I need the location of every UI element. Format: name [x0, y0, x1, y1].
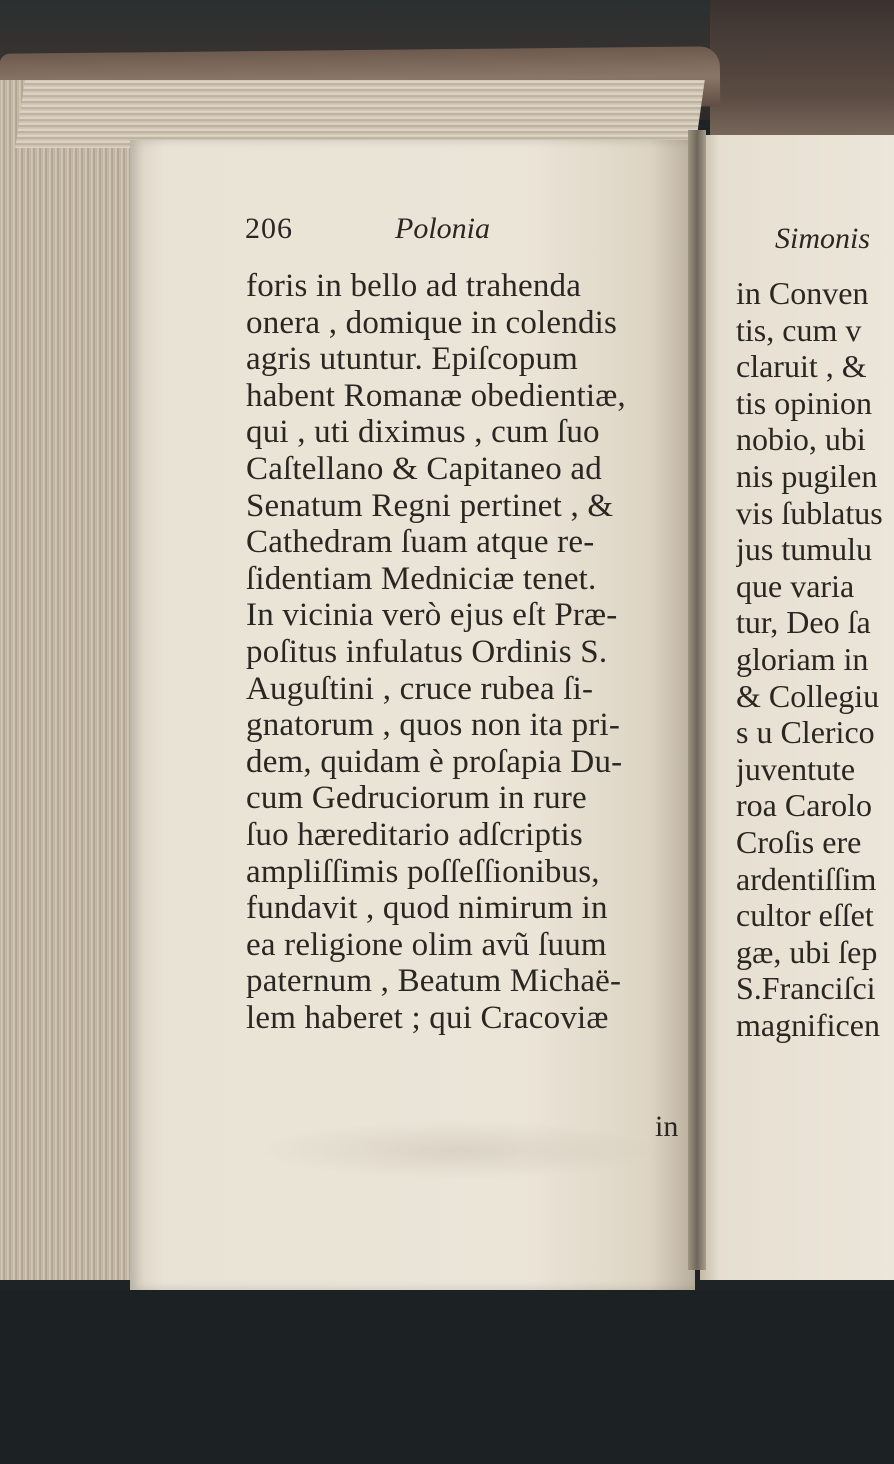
text-line: qui , uti diximus , cum ſuo	[246, 414, 600, 451]
text-line: magnificen	[736, 1006, 880, 1043]
text-line: ſidentiam Medniciæ tenet.	[246, 560, 597, 597]
text-line: ſuo hæreditario adſcriptis	[246, 816, 583, 853]
text-line: agris utuntur. Epiſcopum	[246, 341, 579, 378]
text-line: nobio, ubi	[736, 421, 866, 458]
text-line: & Collegiu	[736, 677, 880, 714]
text-line: foris in bello ad trahenda	[246, 268, 582, 304]
text-line: tis opinion	[736, 384, 873, 421]
page-number: 206	[245, 212, 293, 245]
text-line: tis, cum v	[736, 311, 862, 348]
text-line: fundavit , quod nimirum in	[246, 890, 608, 927]
text-line: juventute	[736, 750, 856, 787]
left-text-block	[246, 268, 678, 1036]
text-line: jus tumulu	[736, 531, 873, 568]
right-cover	[710, 0, 894, 140]
text-line: claruit , &	[736, 348, 867, 385]
text-line: ardentiſſim	[736, 860, 877, 897]
text-line: gæ, ubi ſep	[736, 933, 878, 970]
catchword: in	[655, 1110, 679, 1143]
text-line: In vicinia verò ejus eſt Præ-	[246, 597, 618, 634]
text-line: Senatum Regni pertinet , &	[246, 487, 614, 524]
left-running-head	[245, 212, 665, 262]
text-line: tur, Deo ſa	[736, 604, 871, 641]
right-running-title: Simonis	[775, 222, 871, 255]
text-line: poſitus infulatus Ordinis S.	[246, 633, 608, 670]
running-title: Polonia	[395, 212, 490, 245]
ink-bleed	[260, 1120, 660, 1180]
text-line: gloriam in	[736, 640, 869, 677]
text-line: onera , domique in colendis	[246, 304, 618, 341]
page-edges-top	[15, 80, 705, 148]
text-line: ea religione olim avũ ſuum	[246, 926, 607, 963]
right-text-block	[736, 275, 894, 1043]
text-line: ampliſſimis poſſeſſionibus,	[246, 853, 600, 890]
text-line: S.Franciſci	[736, 970, 876, 1007]
text-line: roa Carolo	[736, 787, 872, 824]
text-line: Croſis ere	[736, 823, 862, 860]
text-line: cultor eſſet	[736, 897, 874, 934]
text-line: Cathedram ſuam atque re-	[246, 524, 595, 561]
book-gutter	[688, 130, 706, 1270]
text-line: s u Clerico	[736, 714, 875, 751]
text-line: Caſtellano & Capitaneo ad	[246, 450, 602, 487]
text-line: nis pugilen	[736, 457, 878, 494]
text-line: paternum , Beatum Michaë-	[246, 963, 622, 1000]
text-line: dem, quidam è proſapia Du-	[246, 743, 623, 780]
background-bottom	[0, 1290, 894, 1464]
text-line: lem haberet ; qui Cracoviæ	[246, 999, 609, 1036]
text-line: que varia	[736, 567, 855, 604]
text-line: vis ſublatus	[736, 494, 883, 531]
text-line: cum Gedruciorum in rure	[246, 780, 587, 817]
text-line: in Conven	[736, 275, 869, 311]
text-line: habent Romanæ obedientiæ,	[246, 377, 626, 414]
text-line: Auguſtini , cruce rubea ſi-	[246, 670, 594, 707]
text-line: gnatorum , quos non ita pri-	[246, 707, 621, 744]
